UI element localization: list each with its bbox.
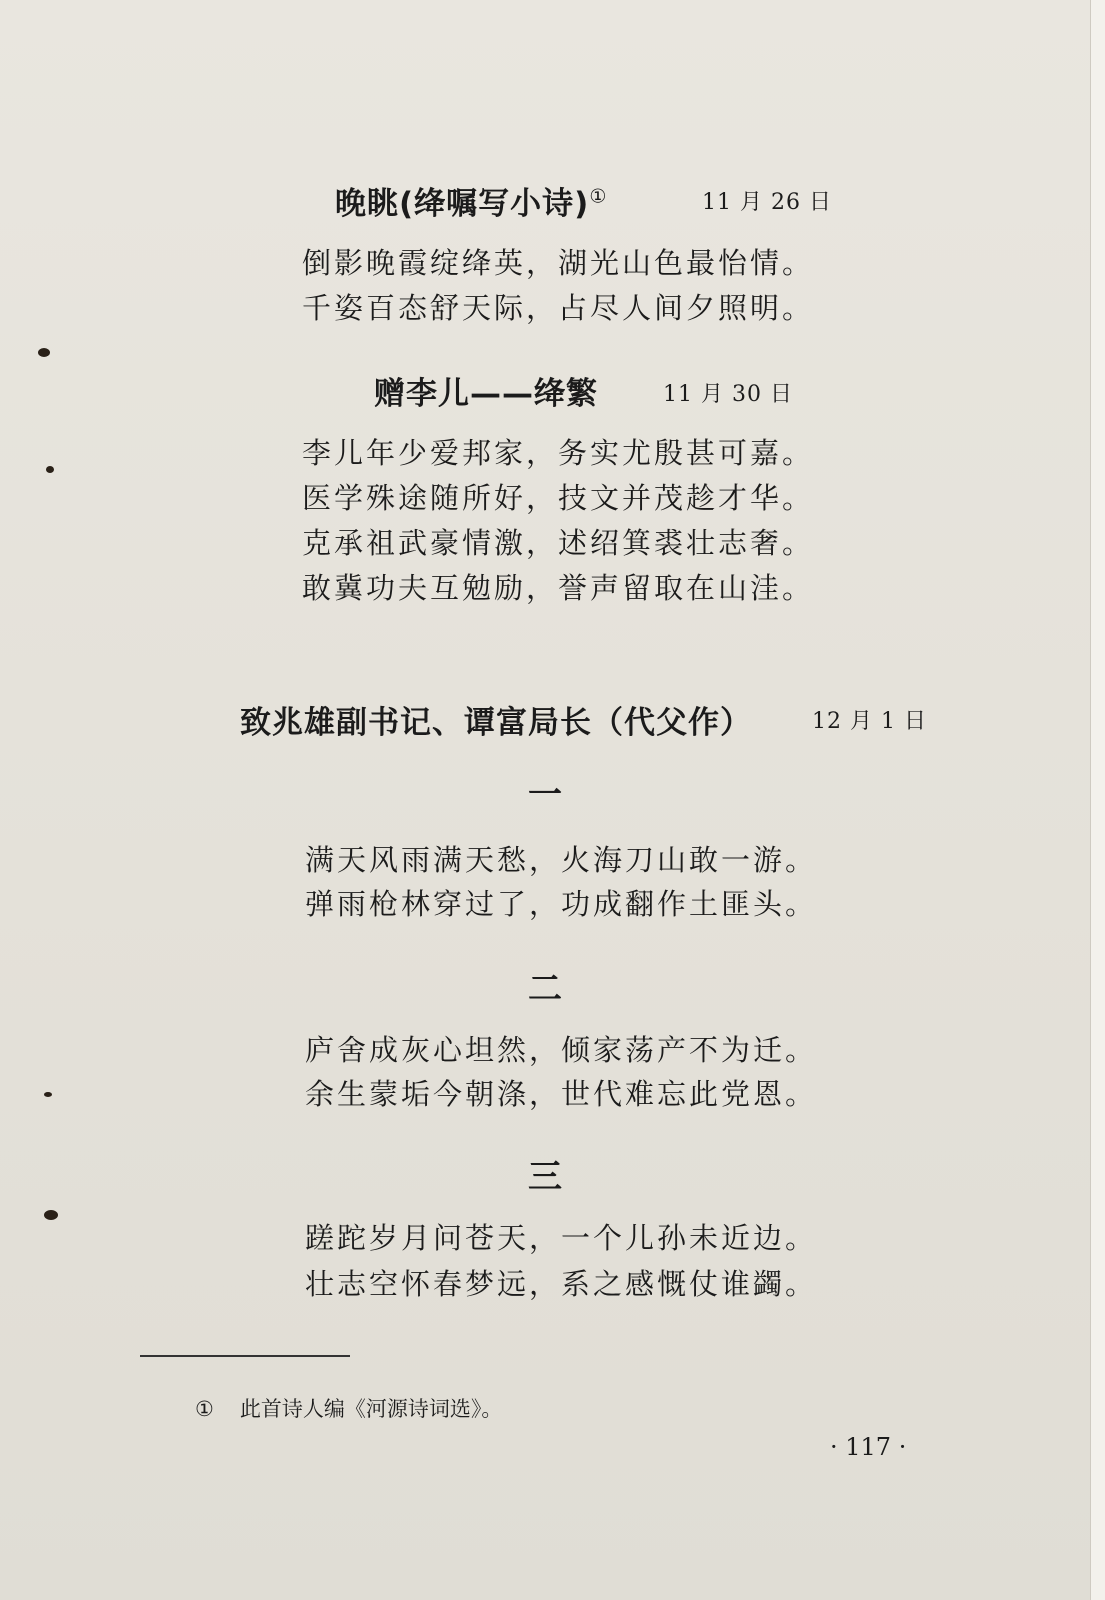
poem-line: 克承祖武豪情激，述绍箕裘壮志奢。 [302,526,815,560]
poem-line: 庐舍成灰心坦然，倾家荡产不为迁。 [305,1033,818,1067]
section-numeral: 三 [528,1157,562,1197]
poem-title [335,178,607,223]
section-numeral: 二 [528,969,562,1009]
poem-line: 满天风雨满天愁，火海刀山敢一游。 [305,843,818,877]
binding-hole [46,466,54,473]
binding-hole [44,1210,58,1220]
poem-line: 敢冀功夫互勉励，誉声留取在山洼。 [302,571,815,605]
poem-line: 医学殊途随所好，技文并茂趁才华。 [302,481,815,515]
poem-line: 蹉跎岁月问苍天，一个儿孙未近边。 [305,1221,818,1255]
footnote-divider [140,1355,350,1357]
poem-line: 余生蒙垢今朝涤，世代难忘此党恩。 [305,1077,818,1111]
footnote-marker: ① [195,1397,214,1421]
poem-date: 12 月 1 日 [812,709,927,734]
footnote-text: 此首诗人编《河源诗词选》。 [239,1397,503,1421]
binding-hole [38,348,50,357]
poem-line: 倒影晚霞绽绛英，湖光山色最怡情。 [302,246,815,280]
poem-date: 11 月 30 日 [663,382,793,407]
poem-date: 11 月 26 日 [702,190,832,215]
poem-title-text: 晚眺(绛嘱写小诗) [335,186,590,222]
poem-line: 壮志空怀春梦远，系之感慨仗谁蠲。 [305,1267,818,1301]
poem-line: 千姿百态舒天际，占尽人间夕照明。 [302,291,815,325]
page-number: · 117 · [830,1433,907,1461]
page-edge [1090,0,1105,1600]
footnote [195,1393,502,1423]
poem-title: 致兆雄副书记、谭富局长（代父作） [240,705,752,741]
poem-title: 赠李儿——绛繁 [374,376,598,412]
section-numeral: 一 [528,775,562,815]
poem-line: 弹雨枪林穿过了，功成翻作土匪头。 [305,887,818,921]
poem-line: 李儿年少爱邦家，务实尤殷甚可嘉。 [302,436,815,470]
binding-hole [44,1092,52,1097]
footnote-reference: ① [589,185,608,208]
